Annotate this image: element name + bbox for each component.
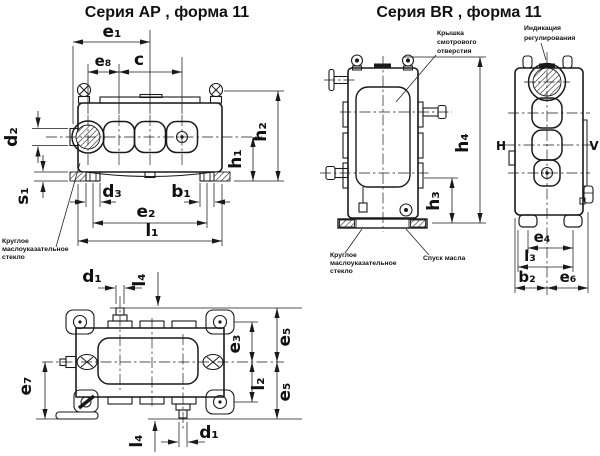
dim-d1-top: d₁ xyxy=(82,267,102,287)
dim-h2: h₂ xyxy=(251,122,271,142)
label-v-side: V xyxy=(589,139,599,153)
dim-l3: l₃ xyxy=(524,247,536,265)
dim-d2: d₂ xyxy=(2,127,22,147)
dim-d3: d₃ xyxy=(102,182,122,202)
dim-c: c xyxy=(133,50,145,70)
dim-b1: b₁ xyxy=(171,182,191,202)
label-h-side: Н xyxy=(495,139,507,153)
dim-s1: s₁ xyxy=(13,187,33,205)
br-oil-glass-label-line3: стекло xyxy=(330,268,353,275)
dim-e6: e₆ xyxy=(559,268,577,286)
dim-e4: e₄ xyxy=(533,228,551,246)
br-oil-glass-label-line2: маслоуказательное xyxy=(330,260,397,267)
dim-e2: e₂ xyxy=(136,202,156,222)
dim-e3: e₃ xyxy=(225,334,245,354)
dim-e5-bottom: e₅ xyxy=(275,382,295,402)
dim-e7: e₇ xyxy=(16,376,36,396)
dim-b2: b₂ xyxy=(518,268,536,286)
sight-cover-label-line3: отверстия xyxy=(437,48,472,55)
dim-d1-bottom: d₁ xyxy=(199,423,219,443)
indicator-label-line1: Индикация xyxy=(524,25,561,32)
dim-h1: h₁ xyxy=(226,149,246,169)
dim-e1: e₁ xyxy=(102,22,122,42)
sight-cover-label-line1: Крышка xyxy=(437,30,464,37)
dim-l2: l₂ xyxy=(249,377,269,391)
dim-l4-top: l₄ xyxy=(130,273,150,287)
dim-l4-bottom: l₄ xyxy=(127,434,147,448)
dim-l1: l₁ xyxy=(145,221,159,241)
oil-glass-label-line2: маслоуказательное xyxy=(2,246,69,253)
dim-h3: h₃ xyxy=(424,191,444,211)
oil-glass-label-line1: Круглое xyxy=(2,238,29,245)
title-series-br: Серия BR , форма 11 xyxy=(376,4,542,21)
dim-h4: h₄ xyxy=(453,133,473,153)
br-oil-glass-label-line1: Круглое xyxy=(330,252,357,259)
sight-cover-label-line2: смотрового xyxy=(437,39,477,46)
oil-drain-label: Спуск масла xyxy=(423,255,466,262)
dim-e5-top: e₅ xyxy=(275,327,295,347)
oil-glass-label-line3: стекло xyxy=(2,254,25,261)
dim-e8: e₈ xyxy=(94,52,112,70)
title-series-ap: Серия АР , форма 11 xyxy=(84,4,250,21)
indicator-label-line2: регулирования xyxy=(524,35,576,42)
